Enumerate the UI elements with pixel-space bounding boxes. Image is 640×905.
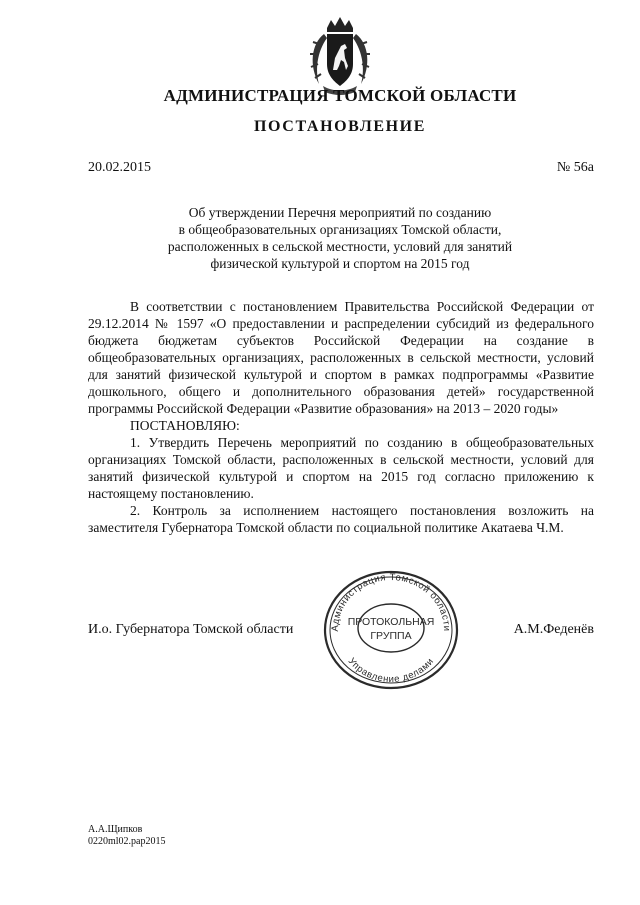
executor-block	[88, 824, 166, 848]
document-date: 20.02.2015	[88, 160, 151, 175]
file-reference: 0220ml02.pap2015	[88, 836, 166, 847]
stamp-inner-line-2: ГРУППА	[370, 630, 412, 642]
decree-word: ПОСТАНОВЛЯЮ:	[130, 418, 240, 433]
document-body	[88, 298, 594, 536]
executor-name: А.А.Щипков	[88, 824, 143, 835]
preamble-paragraph: В соответствии с постановлением Правительства Российской Федерации от 29.12.2014 № 1597 «О предоставлении и распределении субсидий из федерального бюджета бюджетам субъектов Российской Федерации на создание в общеобразовательных организациях, расположенных в сельской местности, условий для занятий физической культурой и спортом в рамках подпрограммы «Развитие дошкольного, общего и дополнительного образования детей» государственной программы Российской Федерации «Развитие образования» на 2013 – 2020 годы»	[88, 299, 594, 416]
stamp-outer-top-text: Администрация Томской области	[329, 571, 453, 632]
official-stamp	[316, 566, 466, 690]
subject-line: физической культурой и спортом на 2015 год	[210, 256, 470, 271]
document-number: № 56а	[556, 160, 594, 175]
stamp-outer-bottom-text: Управление делами	[345, 655, 437, 686]
document-type: ПОСТАНОВЛЕНИЕ	[254, 118, 426, 135]
subject-line: Об утверждении Перечня мероприятий по созданию	[188, 205, 492, 220]
signatory-title: И.о. Губернатора Томской области	[88, 622, 294, 637]
decree-item-2: 2. Контроль за исполнением настоящего постановления возложить на заместителя Губернатора Томской области по социальной политике Акатаева Ч.М.	[88, 503, 594, 535]
stamp-inner-line-1: ПРОТОКОЛЬНАЯ	[347, 616, 435, 628]
document-subject	[88, 204, 592, 272]
subject-line: расположенных в сельской местности, условий для занятий	[167, 239, 513, 254]
signatory-name: А.М.Феденёв	[513, 622, 594, 637]
decree-item-1: 1. Утвердить Перечень мероприятий по созданию в общеобразовательных организациях Томской области, расположенных в сельской местности, условий для занятий физической культурой и спортом на 2015 год согласно приложению к настоящему постановлению.	[88, 435, 594, 501]
subject-line: в общеобразовательных организациях Томской области,	[178, 222, 502, 237]
organization-title: АДМИНИСТРАЦИЯ ТОМСКОЙ ОБЛАСТИ	[163, 86, 517, 105]
